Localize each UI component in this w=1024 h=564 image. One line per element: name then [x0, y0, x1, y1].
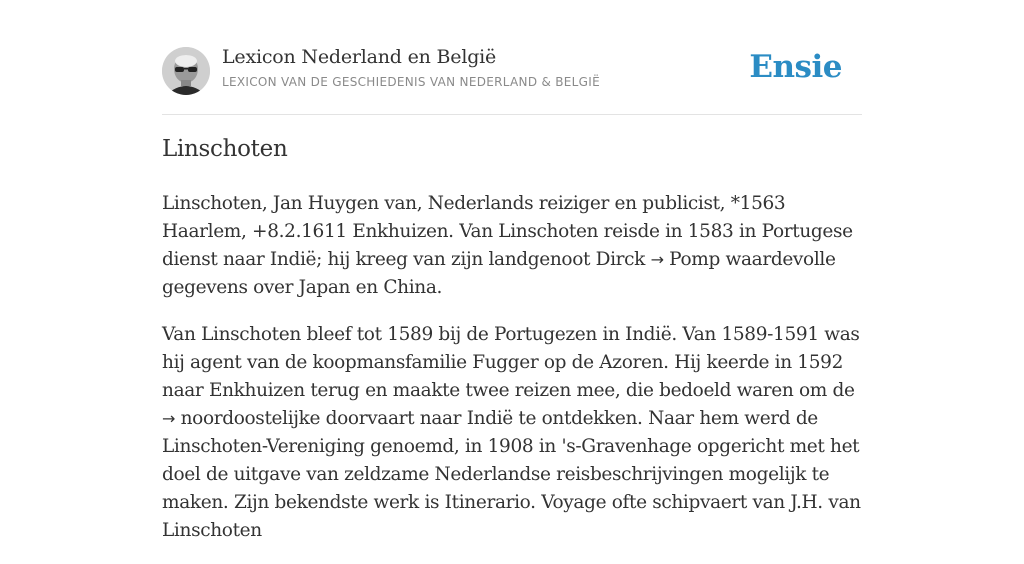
source-header [162, 0, 862, 115]
person-photo-icon [162, 47, 210, 95]
paragraph-text: Van Linschoten bleef tot 1589 bij de Portugezen in Indië. Van 1589-1591 was hij agent van de koopmansfamilie Fugger op de Azoren. Hij keerde in 1592 naar Enkhuizen terug en maakte twee reizen mee, die bedoeld waren om de [162, 324, 860, 401]
paragraph-text: noordoostelijke doorvaart naar Indië te ontdekken. Naar hem werd de Linschoten-Vereniging genoemd, in 1908 in 's-Gravenhage opgericht met het doel de uitgave van zeldzame Nederlandse reisbeschrijvingen mogelijk te maken. Zijn bekendste werk is Itinerario. Voyage ofte schipvaert van J.H. van Linschoten [162, 408, 861, 541]
link-arrow-icon[interactable]: → [162, 409, 176, 428]
avatar[interactable] [162, 47, 210, 95]
article-paragraph-2 [162, 321, 862, 545]
link-arrow-icon[interactable]: → [650, 250, 664, 269]
ensie-logo[interactable]: Ensie [749, 49, 842, 85]
page [162, 0, 862, 541]
source-subtitle: LEXICON VAN DE GESCHIEDENIS VAN NEDERLAND & BELGIË [222, 75, 600, 89]
article-title: Linschoten [162, 136, 288, 162]
article-body [162, 190, 862, 564]
paragraph-text: Pomp waardevolle gegevens over Japan en China. [162, 249, 836, 298]
article-paragraph-1 [162, 190, 862, 302]
source-name[interactable]: Lexicon Nederland en België [222, 46, 497, 68]
paragraph-text: Linschoten, Jan Huygen van, Nederlands reiziger en publicist, *1563 Haarlem, +8.2.1611 Enkhuizen. Van Linschoten reisde in 1583 in Portugese dienst naar Indië; hij kreeg van zijn landgenoot Dirck [162, 193, 853, 270]
